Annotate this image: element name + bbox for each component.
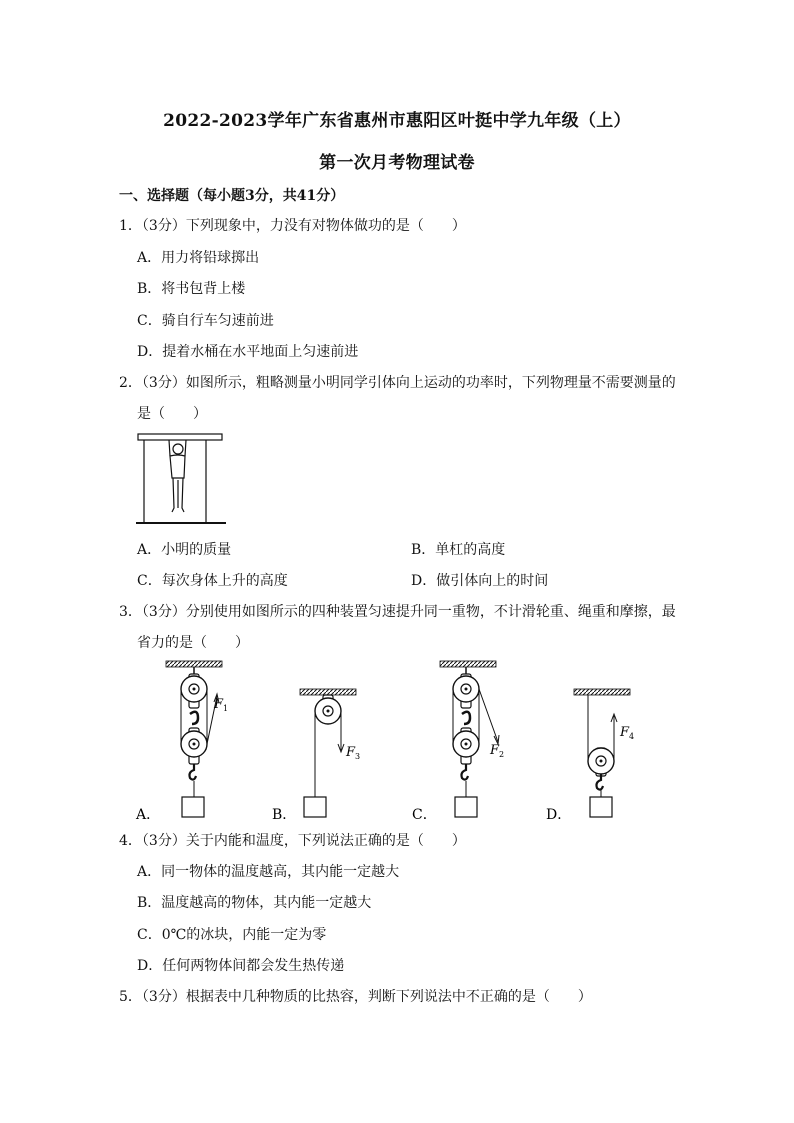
q2-option-c: C．每次身体上升的高度	[137, 573, 288, 589]
q1-option-d: D．提着水桶在水平地面上匀速前进	[137, 344, 359, 360]
pulley-setup-d	[546, 689, 634, 823]
q2-stem-line2: 是（ ）	[137, 406, 207, 422]
force-subscript-1: 1	[223, 704, 229, 713]
paper-title-line1: 2022-2023学年广东省惠州市惠阳区叶挺中学九年级（上）	[163, 111, 631, 131]
pulley-setup-c	[412, 661, 504, 823]
q2-option-a: A．小明的质量	[137, 542, 232, 558]
q1-option-c: C．骑自行车匀速前进	[137, 313, 274, 329]
force-subscript-4: 4	[629, 732, 635, 741]
q3-stem-line2: 省力的是（ ）	[137, 635, 249, 651]
section-heading: 一、选择题（每小题3分，共41分）	[119, 188, 345, 204]
q2-option-b: B．单杠的高度	[411, 542, 506, 558]
force-subscript-2: 2	[499, 750, 505, 759]
q4-option-c: C．0℃的冰块，内能一定为零	[137, 927, 327, 943]
q2-option-d: D．做引体向上的时间	[411, 573, 549, 589]
q3-option-b: B．	[272, 807, 297, 823]
force-label-f2: F	[490, 743, 500, 758]
q2-stem-line1: 2．（3分）如图所示，粗略测量小明同学引体向上运动的功率时，下列物理量不需要测量的	[119, 375, 676, 391]
pulley-setup-a	[135, 661, 228, 823]
pulley-setup-b	[272, 689, 360, 823]
q1-stem: 1．（3分）下列现象中，力没有对物体做功的是（ ）	[119, 218, 466, 234]
force-label-f4: F	[620, 725, 630, 740]
paper-title-line2: 第一次月考物理试卷	[319, 153, 475, 173]
q4-option-b: B．温度越高的物体，其内能一定越大	[137, 895, 372, 911]
q1-option-a: A．用力将铅球掷出	[137, 250, 260, 266]
q3-option-a: A．	[136, 807, 161, 823]
q3-stem-line1: 3．（3分）分别使用如图所示的四种装置匀速提升同一重物，不计滑轮重、绳重和摩擦，最	[119, 604, 676, 620]
q4-option-a: A．同一物体的温度越高，其内能一定越大	[137, 864, 400, 880]
q5-stem: 5．（3分）根据表中几种物质的比热容，判断下列说法中不正确的是（ ）	[119, 989, 592, 1005]
q4-stem: 4．（3分）关于内能和温度，下列说法正确的是（ ）	[119, 833, 466, 849]
force-label-f1: F	[214, 697, 224, 712]
q3-option-c: C．	[412, 807, 437, 823]
pull-up-figure	[136, 432, 226, 528]
force-label-f3: F	[346, 745, 356, 760]
q4-option-d: D．任何两物体间都会发生热传递	[137, 958, 345, 974]
q1-option-b: B．将书包背上楼	[137, 281, 246, 297]
force-subscript-3: 3	[355, 752, 361, 761]
pulley-figures	[130, 656, 650, 828]
q3-option-d: D．	[546, 807, 572, 823]
